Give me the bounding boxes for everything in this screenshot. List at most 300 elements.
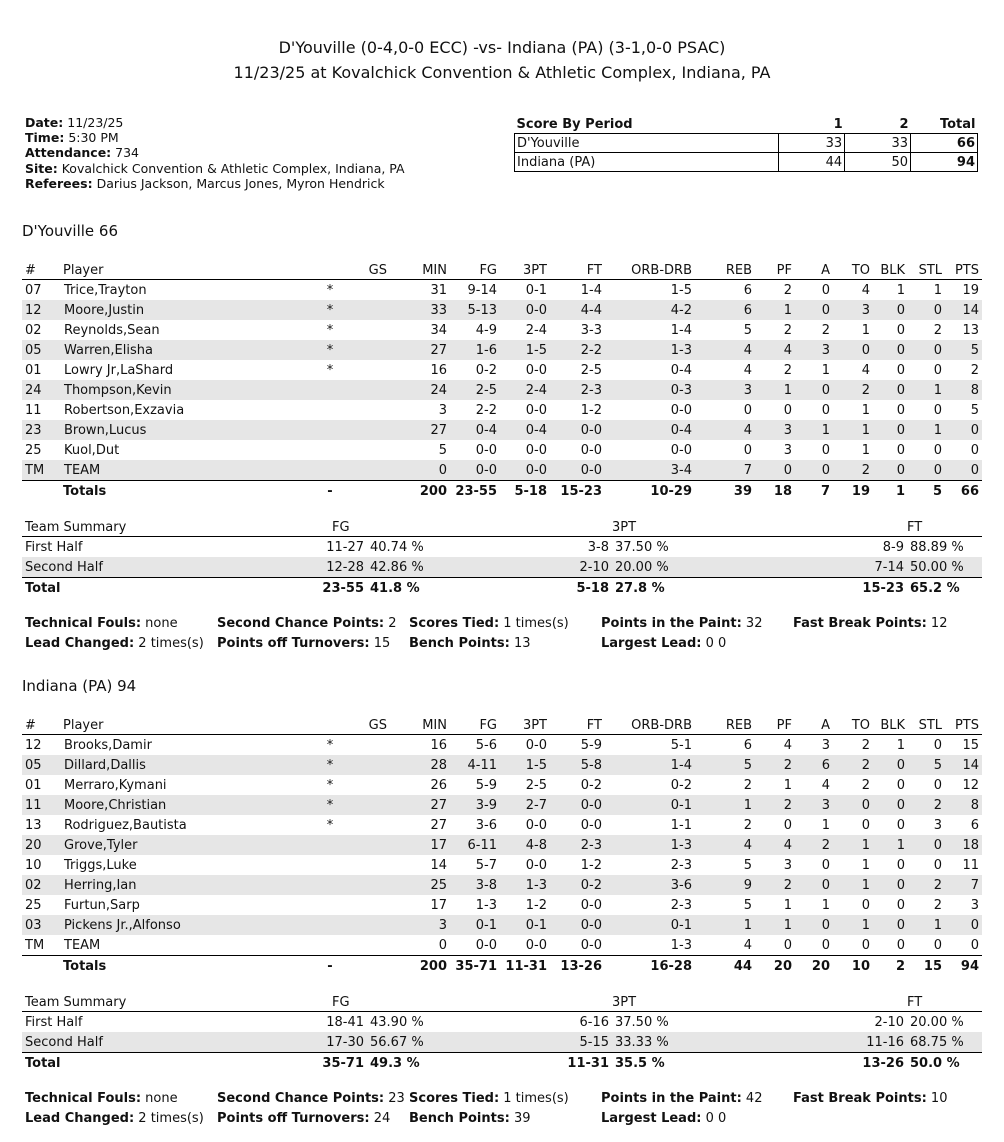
stat-cell: 0 [896,777,905,793]
stat-cell [270,835,390,855]
stat-cell: 0-1 [605,795,695,815]
stat-cell: 19 [962,282,979,298]
stat-cell: 0 [896,857,905,873]
column-header: FT [550,717,605,735]
totals-cell [22,481,60,502]
player-name: Brooks,Damir [64,737,152,753]
stat-cell: 0 [795,460,833,481]
stat-cell: 27 [390,420,450,440]
stat-cell: 05 [22,340,60,360]
totals-cell: 10-29 [605,481,695,502]
stat-cell: 31 [430,282,447,298]
total-header: Total [911,115,978,134]
misc-stat-second-chance: Second Chance Points: 2 [217,616,397,631]
column-header: MIN [390,262,450,280]
totals-cell [22,956,60,977]
stat-cell: 4 [743,937,752,953]
stat-cell: 0-0 [550,420,605,440]
totals-cell: 13-26 [550,956,605,977]
team-heading: Indiana (PA) 94 [22,677,137,695]
stat-cell: 2-7 [500,795,550,815]
stat-cell: 17 [390,835,450,855]
misc-stat-tech-fouls: Technical Fouls: none [25,616,178,631]
stat-cell: 16 [430,737,447,753]
stat-cell: 0-3 [605,380,695,400]
stat-cell: 0 [945,915,982,935]
stat-cell: 4 [861,282,870,298]
stat-cell: 0 [873,300,908,320]
stat-cell: 0-4 [450,420,500,440]
summary-fg: 11-27 [326,539,364,555]
misc-stat-paint: Points in the Paint: 32 [601,616,763,631]
stat-cell: 3 [783,857,792,873]
totals-cell: 23-55 [450,481,500,502]
misc-stat-off-turnovers: Points off Turnovers: 15 [217,636,391,651]
stat-cell: 1 [783,897,792,913]
stat-cell: 2-4 [525,322,547,338]
stat-cell: 5 [743,322,752,338]
stat-cell: 27 [390,795,450,815]
stat-cell: 1-5 [670,282,692,298]
stat-cell: 1 [933,282,942,298]
stat-cell: 2 [743,817,752,833]
stat-cell: 0-0 [580,442,602,458]
player-name: Rodriguez,Bautista [64,817,187,833]
period-score: 50 [845,153,911,172]
stat-cell: 1 [896,737,905,753]
time-value: 5:30 PM [68,130,119,146]
table-row [22,815,982,835]
game-title: D'Youville (0-4,0-0 ECC) -vs- Indiana (PA) (3-1,0-0 PSAC) [278,38,726,57]
stat-cell: 0 [896,937,905,953]
stat-cell: 0 [908,340,945,360]
stat-cell: 1 [908,380,945,400]
stat-cell: 0 [873,755,908,775]
table-row [22,300,982,320]
date-value: 11/23/25 [67,115,124,130]
misc-stat-scores-tied: Scores Tied: 1 times(s) [409,616,569,631]
stat-cell: 0 [438,937,447,953]
stat-cell: 4 [743,362,752,378]
stat-cell: 1 [755,300,795,320]
summary-ft: 7-14 [732,557,907,578]
stat-cell [270,915,390,935]
stat-cell: 0 [783,937,792,953]
stat-cell: 0 [861,937,870,953]
summary-fg: 12-28 [312,557,367,578]
stat-cell: 05 [22,755,60,775]
stat-cell: 0-1 [450,915,500,935]
stat-cell: 2-5 [580,362,602,378]
totals-cell: Totals [60,481,270,502]
stat-cell: 2 [783,282,792,298]
stat-cell: TM [25,937,45,953]
stat-cell: 0 [933,937,942,953]
stat-cell: 0-0 [550,915,605,935]
summary-row-label: Total [22,1053,312,1074]
stat-cell: 0 [873,420,908,440]
stat-cell: 1 [783,777,792,793]
stat-cell: 0-2 [580,777,602,793]
misc-stat-tech-fouls: Technical Fouls: none [25,1091,178,1106]
stat-cell: 5-1 [670,737,692,753]
stat-cell [270,380,390,400]
table-row [22,915,982,935]
stat-cell: 0 [896,402,905,418]
stat-cell: 0 [783,402,792,418]
stat-cell: 1-2 [580,402,602,418]
stat-cell: 0 [896,362,905,378]
stat-cell: 2 [933,897,942,913]
stat-cell: 1 [821,362,830,378]
player-name: Trice,Trayton [64,282,147,298]
summary-row [22,1012,982,1033]
stat-cell: 2-2 [475,402,497,418]
stat-cell: 2 [933,322,942,338]
summary-3pt-pct: 35.5 % [612,1053,732,1074]
misc-stat-scores-tied: Scores Tied: 1 times(s) [409,1091,569,1106]
stat-cell: * [326,777,334,793]
stat-cell: 0 [908,300,945,320]
stat-cell: 01 [25,777,42,793]
stat-cell: 0 [821,937,830,953]
table-row [22,835,982,855]
period-team-name: Indiana (PA) [515,153,779,172]
summary-ft-pct: 88.89 % [910,539,964,555]
period-total: 66 [911,134,978,153]
stat-cell: 3 [970,897,979,913]
summary-ft-pct: 20.00 % [910,1014,964,1030]
stat-cell: 1-6 [450,340,500,360]
summary-ft-pct: 65.2 % [907,578,982,599]
stat-cell: 0-0 [670,402,692,418]
stat-cell: 3-8 [450,875,500,895]
table-row [22,855,982,875]
stat-cell: 0-0 [475,937,497,953]
stat-cell: * [326,737,334,753]
table-row [22,320,982,340]
totals-cell: 18 [755,481,795,502]
stat-cell: 6 [743,737,752,753]
stat-cell: 02 [22,875,60,895]
table-row [22,755,982,775]
stat-cell: 2 [970,362,979,378]
stat-cell: 6-11 [450,835,500,855]
stat-cell: 25 [25,442,42,458]
stat-cell: 3-4 [605,460,695,481]
table-row [22,895,982,915]
misc-stat-lead-changed: Lead Changed: 2 times(s) [25,636,204,651]
column-header: MIN [390,717,450,735]
totals-cell: - [270,481,390,502]
stat-cell [270,855,390,875]
box-score-table [22,717,982,976]
stat-cell: 2 [783,362,792,378]
stat-cell: 0 [861,817,870,833]
period-team-name: D'Youville [515,134,779,153]
stat-cell: 2-5 [450,380,500,400]
table-row [22,340,982,360]
player-name: Grove,Tyler [60,835,270,855]
totals-cell: 20 [755,956,795,977]
summary-3pt-pct: 20.00 % [612,557,732,578]
stat-cell: 3 [833,300,873,320]
stat-cell: 2 [908,875,945,895]
summary-ft: 13-26 [732,1053,907,1074]
summary-3pt: 11-31 [442,1053,612,1074]
stat-cell [270,875,390,895]
stat-cell: 3 [755,420,795,440]
stat-cell: 1 [821,897,830,913]
stat-cell: 4-8 [500,835,550,855]
summary-row [22,1032,982,1053]
stat-cell: 0-4 [500,420,550,440]
stat-cell: 0-0 [580,817,602,833]
table-row [22,280,982,301]
column-header: FG [450,717,500,735]
stat-cell: 0-4 [605,420,695,440]
stat-cell: 4 [861,362,870,378]
summary-fg-header: FG [312,993,442,1012]
summary-fg-pct: 42.86 % [367,557,442,578]
player-name: Lowry Jr,LaShard [64,362,174,378]
period-score: 33 [779,134,845,153]
stat-cell: 0-2 [550,875,605,895]
column-header: ORB-DRB [605,717,695,735]
stat-cell: 0-2 [475,362,497,378]
player-name: Herring,Ian [60,875,270,895]
stat-cell: 0 [795,875,833,895]
player-name: TEAM [60,460,270,481]
summary-ft: 2-10 [874,1014,904,1030]
stat-cell: 0 [896,817,905,833]
stat-cell: 13 [25,817,42,833]
column-header: REB [695,262,755,280]
stat-cell: 07 [25,282,42,298]
stat-cell: 5 [743,857,752,873]
score-by-period-title: Score By Period [515,115,779,134]
stat-cell: 1 [695,795,755,815]
stat-cell: 1 [695,915,755,935]
stat-cell: 1 [833,875,873,895]
stat-cell: 1 [833,835,873,855]
summary-title: Team Summary [22,518,312,537]
summary-ft-pct: 50.00 % [907,557,982,578]
column-header: TO [833,262,873,280]
misc-stat-fast-break: Fast Break Points: 12 [793,616,948,631]
stat-cell: 0 [755,460,795,481]
misc-stat-fast-break: Fast Break Points: 10 [793,1091,948,1106]
stat-cell: 5-6 [475,737,497,753]
stat-cell: 0 [833,795,873,815]
misc-stat-largest-lead: Largest Lead: 0 0 [601,636,727,651]
stat-cell: 1-3 [605,340,695,360]
stat-cell: 3 [821,737,830,753]
stat-cell: 0-0 [525,402,547,418]
stat-cell: 0-1 [525,282,547,298]
totals-cell: 200 [390,956,450,977]
stat-cell: 2-2 [550,340,605,360]
column-header: STL [908,262,945,280]
summary-3pt-header: 3PT [612,518,732,537]
stat-cell: 4-11 [450,755,500,775]
stat-cell: 2-3 [550,835,605,855]
stat-cell: 12 [962,777,979,793]
totals-cell: 1 [873,481,908,502]
stat-cell [270,895,390,915]
stat-cell: 26 [430,777,447,793]
team-summary-table [22,518,982,598]
column-header: ORB-DRB [605,262,695,280]
stat-cell: 0 [933,777,942,793]
stat-cell: 1 [795,420,833,440]
summary-3pt: 5-18 [442,578,612,599]
totals-cell: 10 [833,956,873,977]
stat-cell: 20 [22,835,60,855]
stat-cell: 2 [755,795,795,815]
stat-cell: 3 [933,817,942,833]
misc-stat-off-turnovers: Points off Turnovers: 24 [217,1111,391,1126]
summary-row [22,557,982,578]
stat-cell: 2-3 [550,380,605,400]
stat-cell: 1 [821,817,830,833]
stat-cell: 3 [783,442,792,458]
stat-cell: 0 [933,362,942,378]
totals-row [22,956,982,977]
stat-cell: 0 [970,442,979,458]
column-header: GS [270,717,390,735]
stat-cell: 5 [970,402,979,418]
stat-cell: 2-4 [500,380,550,400]
summary-ft: 8-9 [882,539,904,555]
stat-cell: 0-0 [525,442,547,458]
summary-3pt-pct: 37.50 % [615,539,669,555]
totals-cell: 35-71 [450,956,500,977]
player-name: Moore,Justin [60,300,270,320]
stat-cell: 0 [861,897,870,913]
summary-title: Team Summary [22,993,312,1012]
column-header: REB [695,717,755,735]
stat-cell: 3-6 [475,817,497,833]
summary-3pt: 6-16 [579,1014,609,1030]
stat-cell: 0 [873,795,908,815]
stat-cell: 10 [25,857,42,873]
summary-fg-pct: 56.67 % [367,1032,442,1053]
stat-cell: 4-9 [475,322,497,338]
stat-cell: 4 [695,835,755,855]
stat-cell: * [326,817,334,833]
stat-cell: 5 [743,897,752,913]
stat-cell: 14 [430,857,447,873]
misc-stat-largest-lead: Largest Lead: 0 0 [601,1111,727,1126]
game-subtitle: 11/23/25 at Kovalchick Convention & Athletic Complex, Indiana, PA [233,63,771,82]
stat-cell: 1-4 [605,755,695,775]
stat-cell: 34 [430,322,447,338]
stat-cell: 1 [873,835,908,855]
stat-cell: 0 [873,380,908,400]
totals-cell: 2 [873,956,908,977]
column-header: A [795,262,833,280]
totals-cell: - [270,956,390,977]
stat-cell: 1 [755,915,795,935]
table-row [22,420,982,440]
summary-row-label: Total [22,578,312,599]
column-header: BLK [873,717,908,735]
stat-cell: 2 [833,755,873,775]
summary-3pt-pct: 37.50 % [615,1014,669,1030]
stat-cell: 0 [970,937,979,953]
team-summary-table [22,993,982,1073]
summary-total-row [22,1053,982,1074]
stat-cell: 3 [795,340,833,360]
summary-ft: 11-16 [732,1032,907,1053]
summary-row-label: First Half [25,1014,83,1030]
stat-cell: 27 [390,340,450,360]
table-row [22,875,982,895]
stat-cell: 1-5 [500,755,550,775]
totals-cell: 5-18 [500,481,550,502]
stat-cell: 1-5 [500,340,550,360]
summary-ft-pct: 68.75 % [907,1032,982,1053]
stat-cell: 03 [22,915,60,935]
stat-cell: 0 [821,857,830,873]
totals-cell: Totals [60,956,270,977]
stat-cell: 2 [833,460,873,481]
column-header: PF [755,717,795,735]
stat-cell: 25 [25,897,42,913]
stat-cell: 4 [783,737,792,753]
stat-cell: 0-0 [500,460,550,481]
team-heading: D'Youville 66 [22,222,118,240]
totals-cell: 19 [833,481,873,502]
summary-fg: 23-55 [312,578,367,599]
period-score: 44 [779,153,845,172]
summary-row-label: Second Half [22,557,312,578]
summary-fg-pct: 49.3 % [367,1053,442,1074]
stat-cell: 4 [695,420,755,440]
stat-cell: 12 [25,737,42,753]
stat-cell: 7 [695,460,755,481]
stat-cell: 0-0 [525,737,547,753]
period-1-header: 1 [779,115,845,134]
stat-cell: 11 [25,402,42,418]
stat-cell: 1 [861,857,870,873]
column-header: # [22,717,60,735]
stat-cell: 11 [22,795,60,815]
player-name: Moore,Christian [60,795,270,815]
time-line: Time: 5:30 PM [25,130,119,146]
stat-cell: 0 [908,835,945,855]
stat-cell: 1-3 [500,875,550,895]
stat-cell: 0-0 [500,300,550,320]
stat-cell: 0-0 [475,442,497,458]
column-header: PTS [945,262,982,280]
stat-cell: 2 [861,777,870,793]
stat-cell: 2 [861,737,870,753]
stat-cell: 3-9 [450,795,500,815]
stat-cell: 11 [962,857,979,873]
stat-cell: 0-1 [605,915,695,935]
site-value: Kovalchick Convention & Athletic Complex, Indiana, PA [61,160,405,176]
misc-stat-second-chance: Second Chance Points: 23 [217,1091,405,1106]
misc-stat-lead-changed: Lead Changed: 2 times(s) [25,1111,204,1126]
stat-cell: 0-1 [500,915,550,935]
player-name: Merraro,Kymani [64,777,167,793]
column-header: STL [908,717,945,735]
stat-cell: * [270,795,390,815]
stat-cell: 1-4 [670,322,692,338]
stat-cell: 0-0 [550,460,605,481]
